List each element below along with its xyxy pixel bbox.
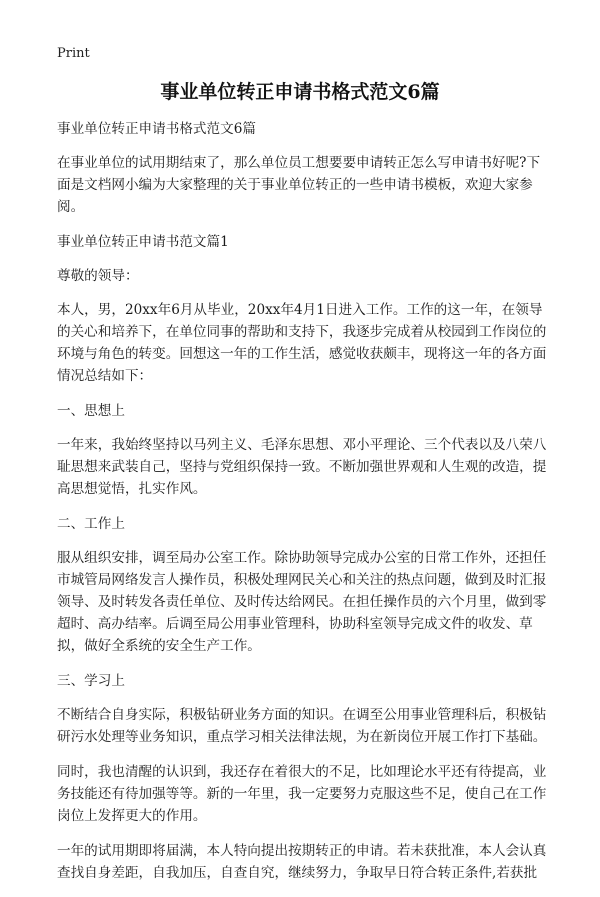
section-title: 事业单位转正申请书范文篇1 (57, 234, 229, 250)
heading-study: 三、学习上 (57, 673, 125, 689)
paragraph-shortcomings: 同时，我也清醒的认识到，我还存在着很大的不足，比如理论水平还有待提高，业务技能还有待加强等等。新的一年里，我一定要努力克服这些不足，使自己在工作岗位上发挥更大的作用。 (57, 764, 547, 824)
paragraph-request: 一年的试用期即将届满，本人特向提出按期转正的申请。若未获批准，本人会认真查找自身差距，自我加压，自查自究，继续努力，争取早日符合转正条件,若获批 (57, 843, 547, 881)
paragraph-work: 服从组织安排，调至局办公室工作。除协助领导完成办公室的日常工作外，还担任市城管局网络发言人操作员，积极处理网民关心和关注的热点问题，做到及时汇报领导、及时转发各责任单位、及时传达给网民。在担任操作员的六个月里，做到零超时、高办结率。后调至局公用事业管理科，协助科室领导完成文件的收发、草拟，做好全系统的安全生产工作。 (57, 550, 547, 654)
heading-ideology: 一、思想上 (57, 403, 125, 419)
document-subtitle: 事业单位转正申请书格式范文6篇 (57, 121, 256, 137)
paragraph-overview: 本人，男，20xx年6月从毕业，20xx年4月1日进入工作。工作的这一年，在领导的关心和培养下，在单位同事的帮助和支持下，我逐步完成着从校园到工作岗位的环境与角色的转变。回想这一年的工作生活，感觉收获颇丰，现将这一年的各方面情况总结如下： (57, 302, 547, 384)
intro-paragraph: 在事业单位的试用期结束了，那么单位员工想要要申请转正怎么写申请书好呢?下面是文档网小编为大家整理的关于事业单位转正的一些申请书模板，欢迎大家参阅。 (57, 155, 541, 215)
salutation: 尊敬的领导： (57, 268, 139, 284)
paragraph-study: 不断结合自身实际，积极钻研业务方面的知识。在调至公用事业管理科后，积极钻研污水处理等业务知识，重点学习相关法律法规，为在新岗位开展工作打下基础。 (57, 707, 547, 745)
document-title: 事业单位转正申请书格式范文6篇 (160, 81, 440, 103)
print-link[interactable]: Print (57, 46, 90, 61)
heading-work: 二、工作上 (57, 516, 125, 532)
document-body (57, 118, 551, 897)
paragraph-ideology: 一年来，我始终坚持以马列主义、毛泽东思想、邓小平理论、三个代表以及八荣八耻思想来武装自己，坚持与党组织保持一致。不断加强世界观和人生观的改造，提高思想觉悟，扎实作风。 (57, 437, 547, 497)
